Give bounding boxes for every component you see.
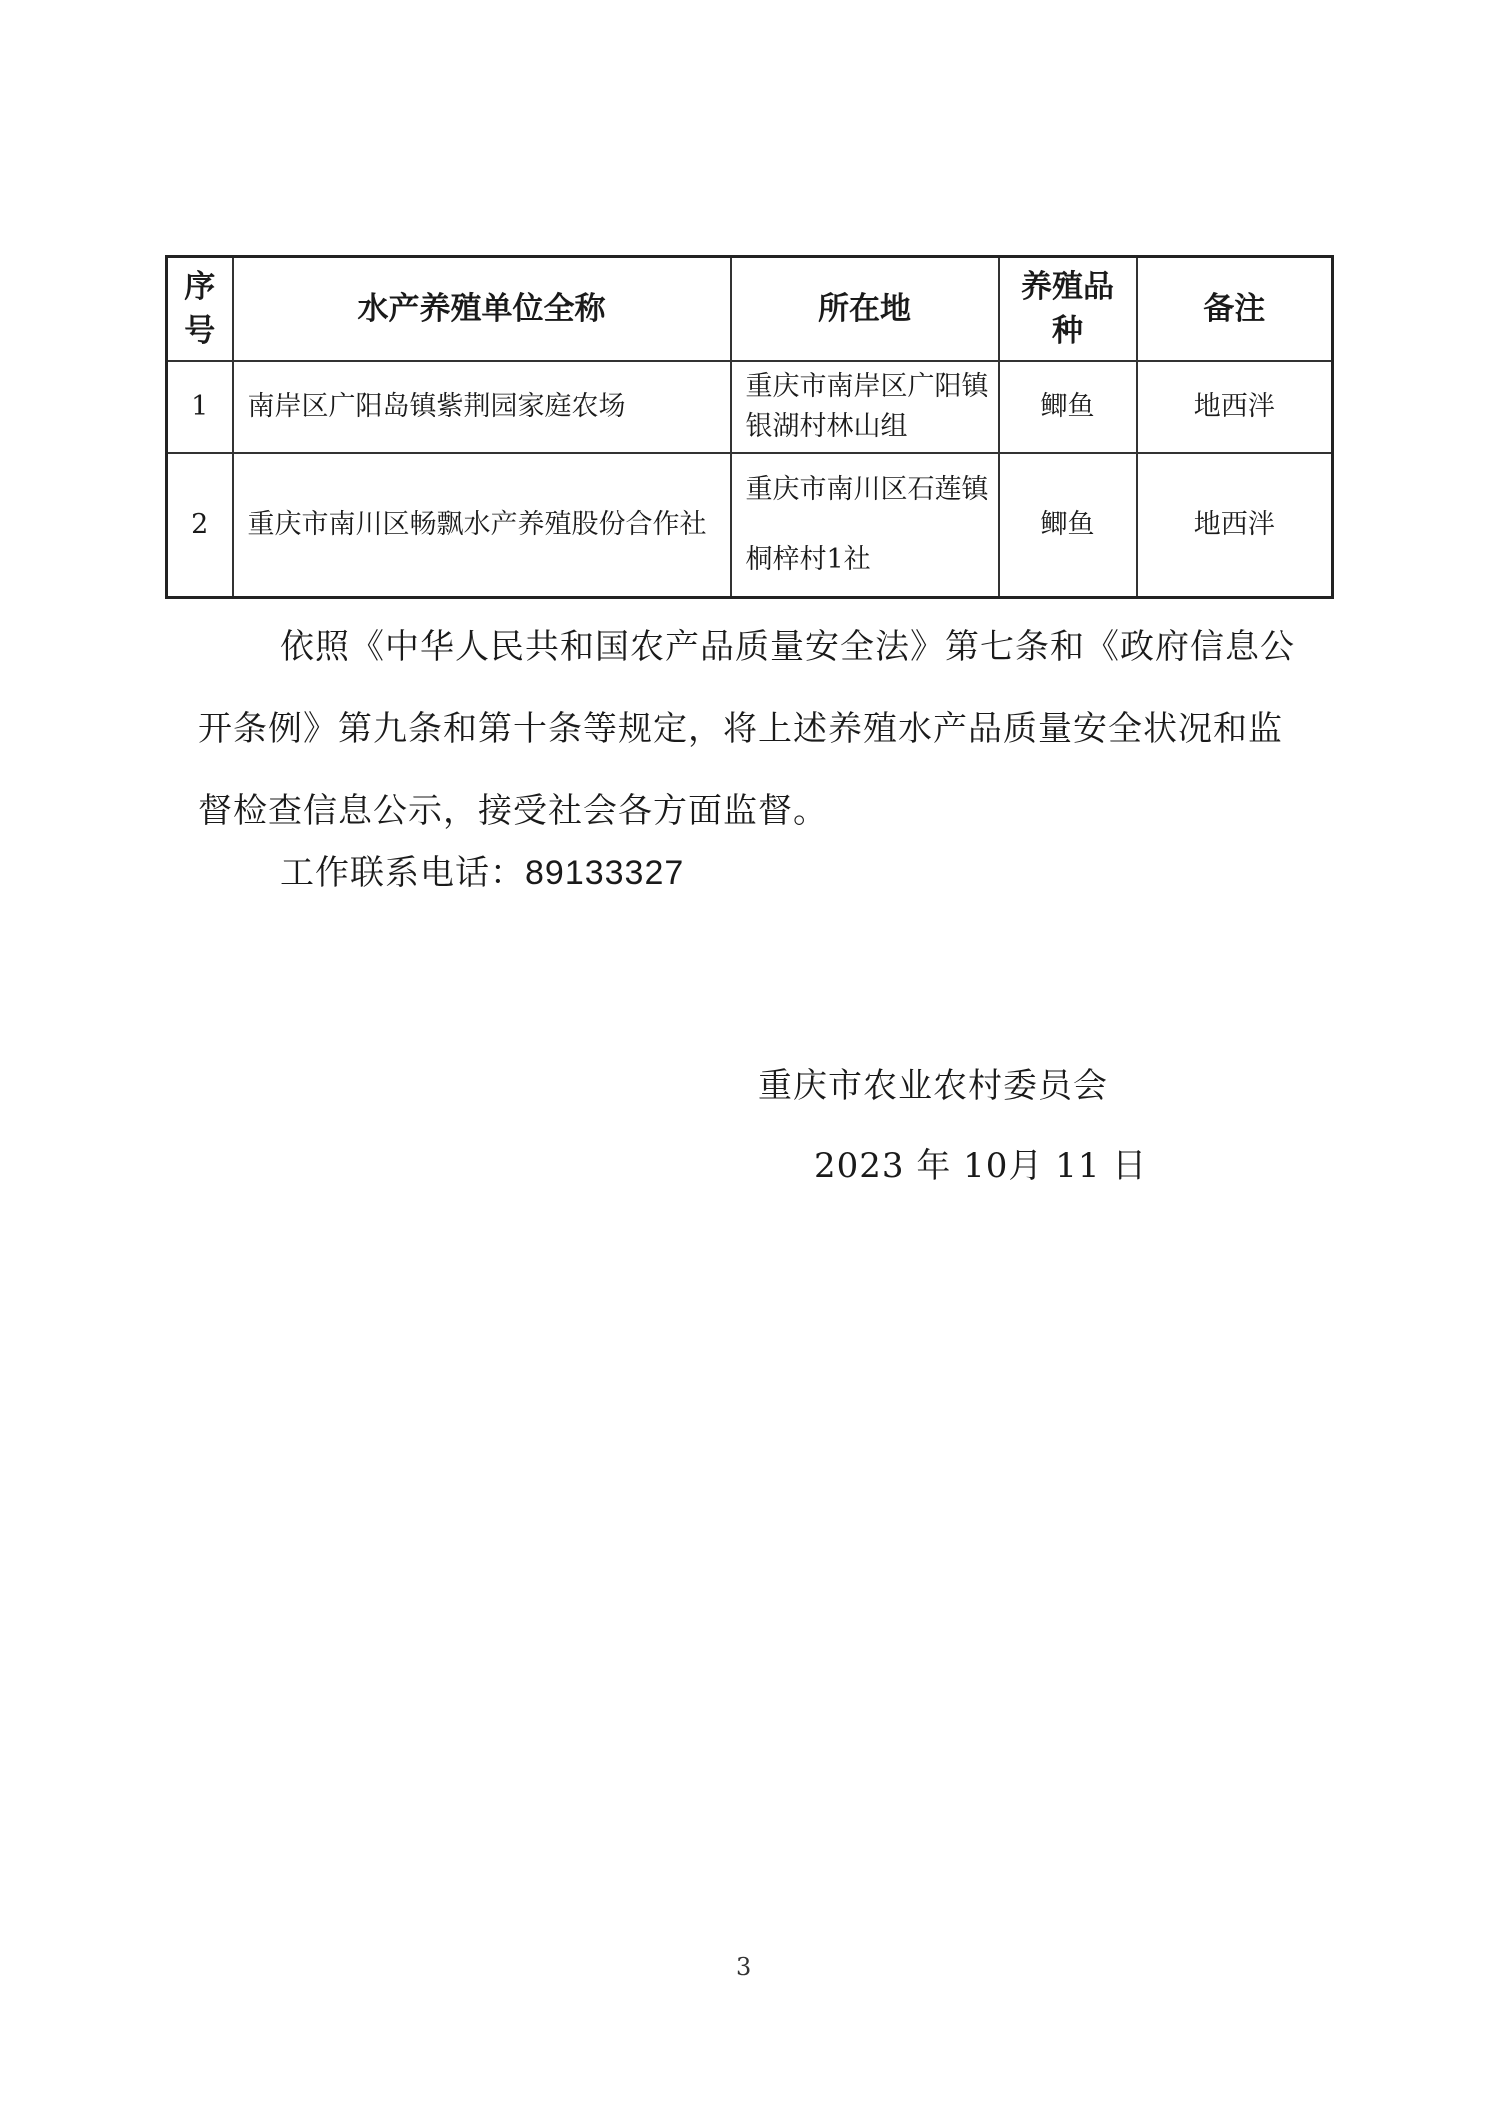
page-number: 3 xyxy=(736,1953,752,1981)
legal-basis-paragraph: 依照《中华人民共和国农产品质量安全法》第七条和《政府信息公开条例》第九条和第十条等规定，将上述养殖水产品质量安全状况和监督检查信息公示，接受社会各方面监督。 xyxy=(198,627,1295,831)
farm-table-container xyxy=(165,255,1331,599)
cell-note: 地西泮 xyxy=(1137,453,1333,598)
cell-kind: 鲫鱼 xyxy=(999,361,1137,453)
cell-seq: 2 xyxy=(167,453,233,598)
header-note: 备注 xyxy=(1137,257,1333,362)
cell-seq: 1 xyxy=(167,361,233,453)
cell-note: 地西泮 xyxy=(1137,361,1333,453)
table-row xyxy=(167,361,1333,453)
cell-name: 南岸区广阳岛镇紫荆园家庭农场 xyxy=(233,361,731,453)
cell-location: 重庆市南岸区广阳镇银湖村林山组 xyxy=(731,361,999,453)
contact-phone: 89133327 xyxy=(525,854,685,892)
header-seq: 序号 xyxy=(167,257,233,362)
contact-line xyxy=(280,832,1400,914)
header-location: 所在地 xyxy=(731,257,999,362)
header-kind: 养殖品种 xyxy=(999,257,1137,362)
cell-name: 重庆市南川区畅飘水产养殖股份合作社 xyxy=(233,453,731,598)
signature-organization: 重庆市农业农村委员会 xyxy=(758,1066,1108,1106)
contact-label: 工作联系电话： xyxy=(280,853,525,893)
cell-kind: 鲫鱼 xyxy=(999,453,1137,598)
farm-table xyxy=(165,255,1334,599)
cell-location: 重庆市南川区石莲镇桐梓村1社 xyxy=(731,453,999,598)
table-row xyxy=(167,453,1333,598)
header-name: 水产养殖单位全称 xyxy=(233,257,731,362)
table-header-row xyxy=(167,257,1333,362)
signature-date: 2023 年 10月 11 日 xyxy=(814,1146,1148,1186)
